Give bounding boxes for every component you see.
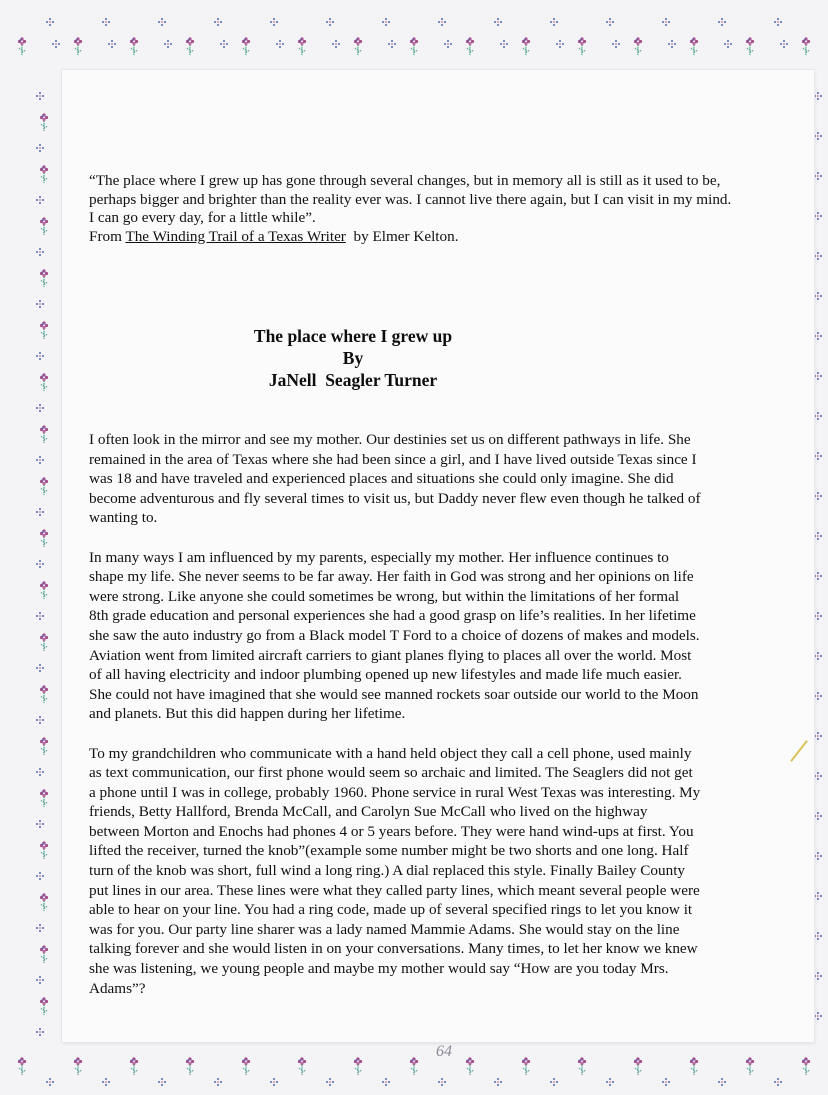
flower-icon [40,685,48,703]
flower-icon [74,1057,82,1075]
sparkle-icon [214,18,222,26]
sparkle-icon [46,18,54,26]
sparkle-icon [606,18,614,26]
sparkle-icon [36,716,44,724]
flower-icon [40,113,48,131]
sparkle-icon [382,1078,390,1086]
sparkle-icon [52,40,60,48]
flower-icon [578,1057,586,1075]
flower-icon [242,1057,250,1075]
sparkle-icon [326,1078,334,1086]
sparkle-icon [102,1078,110,1086]
sparkle-icon [814,652,822,660]
sparkle-icon [814,252,822,260]
flower-icon [40,217,48,235]
sparkle-icon [46,1078,54,1086]
sparkle-icon [382,18,390,26]
sparkle-icon [814,452,822,460]
sparkle-icon [500,40,508,48]
flower-icon [40,633,48,651]
sparkle-icon [814,692,822,700]
sparkle-icon [220,40,228,48]
sparkle-icon [36,872,44,880]
quote-text: “The place where I grew up has gone through several changes, but in memory all is still as it used to be, perhaps bigger and brighter than the reality ever was. I cannot live there again, but I can visit in my mind. I can go every day, for a little while”. [89,172,732,226]
sparkle-icon [814,412,822,420]
epigraph-quote [89,172,739,246]
flower-icon [634,37,642,55]
sparkle-icon [612,40,620,48]
sparkle-icon [438,18,446,26]
flower-icon [40,789,48,807]
flower-icon [74,37,82,55]
flower-icon [298,1057,306,1075]
flower-icon [746,1057,754,1075]
sparkle-icon [814,92,822,100]
flower-icon [746,37,754,55]
sparkle-icon [108,40,116,48]
sparkle-icon [36,820,44,828]
flower-icon [18,1057,26,1075]
sparkle-icon [814,532,822,540]
flower-icon [242,37,250,55]
sparkle-icon [438,1078,446,1086]
source-prefix: From [89,227,126,245]
sparkle-icon [814,732,822,740]
flower-icon [690,37,698,55]
sparkle-icon [102,18,110,26]
flower-icon [18,37,26,55]
sparkle-icon [36,976,44,984]
flower-icon [40,373,48,391]
article-title [150,325,556,391]
flower-icon [298,37,306,55]
flower-icon [40,321,48,339]
flower-icon [186,1057,194,1075]
flower-icon [802,37,810,55]
sparkle-icon [36,144,44,152]
sparkle-icon [36,248,44,256]
flower-icon [40,529,48,547]
sparkle-icon [814,852,822,860]
sparkle-icon [814,972,822,980]
flower-icon [40,269,48,287]
flower-icon [130,37,138,55]
sparkle-icon [494,1078,502,1086]
sparkle-icon [550,18,558,26]
sparkle-icon [668,40,676,48]
paragraph-3: To my grandchildren who communicate with a hand held object they call a cell phone, used mainly as text communication, our first phone would seem so archaic and limited. The Seaglers did not get a phone until I was in college, probably 1960. Phone service in rural West Texas was interesting. My friends, Betty Hallford, Brenda McCall, and Carolyn Sue McCall who lived on the highway between Morton and Enochs had phones 4 or 5 years before. They were hand wind-ups at first. You lifted the receiver, turned the knob”(example some number might be two shorts and one long. Half turn of the knob was short, full wind a long ring.) A dial replaced this style. Finally Bailey County put lines in our area. These lines were what they called party lines, which meant several people were able to hear on your line. You had a ring code, made up of several specified rings to let you know it was for you. Our party line sharer was a lady named Mammie Adams. She would stay on the line talking forever and she would listen in on your conversations. Many times, to let her know we knew she was listening, we young people and maybe my mother would say “How are you today Mrs. Adams”? [89,744,701,997]
sparkle-icon [36,1028,44,1036]
author-name: JaNell Seagler Turner [268,370,438,390]
flower-icon [40,841,48,859]
sparkle-icon [550,1078,558,1086]
sparkle-icon [718,1078,726,1086]
flower-icon [410,37,418,55]
flower-icon [40,477,48,495]
sparkle-icon [606,1078,614,1086]
flower-icon [40,581,48,599]
sparkle-icon [814,292,822,300]
flower-icon [40,997,48,1015]
flower-icon [354,1057,362,1075]
sparkle-icon [214,1078,222,1086]
flower-icon [40,425,48,443]
sparkle-icon [158,1078,166,1086]
flower-icon [410,1057,418,1075]
flower-icon [466,37,474,55]
sparkle-icon [662,18,670,26]
flower-icon [466,1057,474,1075]
sparkle-icon [814,332,822,340]
sparkle-icon [774,1078,782,1086]
flower-icon [130,1057,138,1075]
flower-icon [802,1057,810,1075]
sparkle-icon [774,18,782,26]
sparkle-icon [326,18,334,26]
sparkle-icon [276,40,284,48]
sparkle-icon [662,1078,670,1086]
sparkle-icon [36,924,44,932]
sparkle-icon [814,772,822,780]
page-number: 64 [436,1043,452,1060]
flower-icon [40,165,48,183]
sparkle-icon [36,352,44,360]
sparkle-icon [814,932,822,940]
sparkle-icon [36,196,44,204]
sparkle-icon [814,892,822,900]
sparkle-icon [388,40,396,48]
sparkle-icon [494,18,502,26]
sparkle-icon [444,40,452,48]
source-author: by Elmer Kelton. [345,227,459,245]
sparkle-icon [158,18,166,26]
byline-by: By [342,348,364,368]
sparkle-icon [814,492,822,500]
sparkle-icon [814,612,822,620]
sparkle-icon [724,40,732,48]
flower-icon [40,893,48,911]
sparkle-icon [814,812,822,820]
flower-icon [40,737,48,755]
book-title: The Winding Trail of a Texas Writer [125,227,346,245]
flower-icon [186,37,194,55]
sparkle-icon [36,404,44,412]
sparkle-icon [270,18,278,26]
sparkle-icon [814,572,822,580]
sparkle-icon [36,508,44,516]
flower-icon [522,37,530,55]
flower-icon [634,1057,642,1075]
sparkle-icon [814,372,822,380]
sparkle-icon [36,768,44,776]
paragraph-1: I often look in the mirror and see my mother. Our destinies set us on different pathways in life. She remained in the area of Texas where she had been since a girl, and I have lived outside Texas since I was 18 and have traveled and experienced places and situations she could only imagine. She did become adventurous and fly several times to visit us, but Daddy never flew even though he talked of wanting to. [89,431,701,527]
sparkle-icon [164,40,172,48]
paragraph-2: In many ways I am influenced by my parents, especially my mother. Her influence continues to shape my life. She never seems to be far away. Her faith in God was strong and her opinions on life were strong. Like anyone she could sometimes be wrong, but within the limitations of her formal 8th grade education and personal experiences she had a good grasp on life’s realities. In her lifetime she saw the auto industry go from a Black model T Ford to a choice of dozens of makes and models. Aviation went from limited aircraft carriers to giant planes flying to places all over the world. Most of all having electricity and indoor plumbing opened up new lifestyles and made life much easier. She could not have imagined that she would see manned rockets soar outside our world to the Moon and planets. But this did happen during her lifetime. [89,548,700,723]
sparkle-icon [36,612,44,620]
sparkle-icon [332,40,340,48]
sparkle-icon [718,18,726,26]
sparkle-icon [36,300,44,308]
sparkle-icon [36,664,44,672]
sparkle-icon [814,132,822,140]
flower-icon [690,1057,698,1075]
sparkle-icon [814,172,822,180]
sparkle-icon [814,1012,822,1020]
sparkle-icon [270,1078,278,1086]
sparkle-icon [556,40,564,48]
sparkle-icon [36,456,44,464]
sparkle-icon [36,92,44,100]
title-line: The place where I grew up [253,326,453,346]
sparkle-icon [780,40,788,48]
flower-icon [354,37,362,55]
sparkle-icon [36,560,44,568]
flower-icon [40,945,48,963]
flower-icon [578,37,586,55]
flower-icon [522,1057,530,1075]
sparkle-icon [814,212,822,220]
article-body [89,430,701,1018]
